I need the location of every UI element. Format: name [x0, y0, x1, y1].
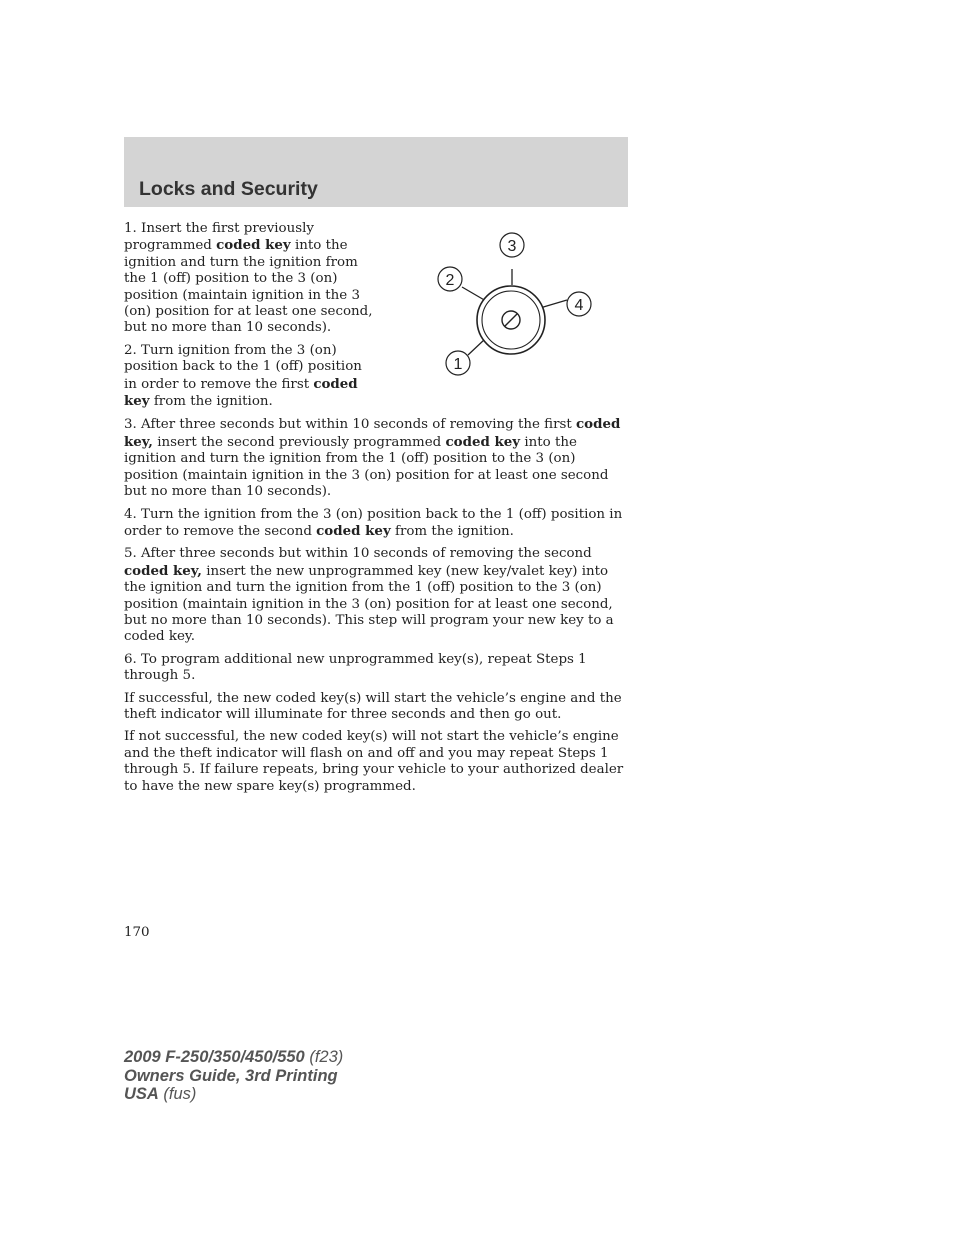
text-run: 6. To program additional new unprogrammed key(s), repeat Steps 1 through 5.	[124, 651, 587, 684]
text-run: into the ignition and turn the ignition from the 1 (off) position to the 3 (on) position (maintain ignition in the 3 (on) position for at least one second but no more than 10 seconds).	[124, 434, 609, 500]
position-1-label: 1	[453, 356, 463, 373]
failure-paragraph	[124, 729, 630, 795]
text-run: If successful, the new coded key(s) will start the vehicle’s engine and the theft indicator will illuminate for three seconds and then go out.	[124, 690, 622, 722]
bold-term: coded key	[124, 375, 358, 410]
footer-region-code: (fus)	[158, 1085, 197, 1103]
text-run: insert the second previously programmed	[152, 434, 446, 450]
success-paragraph	[124, 691, 630, 724]
bold-term: coded key	[216, 237, 291, 254]
pointer-line-2	[462, 287, 486, 301]
position-3-label: 3	[507, 238, 517, 255]
bold-term: coded key,	[124, 416, 621, 450]
step-3	[124, 416, 630, 500]
step-6	[124, 652, 630, 685]
step-4	[124, 507, 630, 541]
footer-model-code: (f23)	[304, 1048, 344, 1066]
section-title: Locks and Security	[139, 178, 318, 200]
text-run: 4. Turn the ignition from the 3 (on) position back to the 1 (off) position in order to remove the second	[124, 506, 623, 539]
footer-line-2	[124, 1067, 343, 1086]
document-footer	[124, 1048, 343, 1104]
footer-model: 2009 F-250/350/450/550	[124, 1048, 305, 1066]
page-number: 170	[124, 925, 150, 940]
text-run: 3. After three seconds but within 10 seconds of removing the first	[124, 417, 576, 433]
step-2	[124, 343, 376, 411]
footer-line-1	[124, 1048, 343, 1067]
bold-term: coded key	[316, 522, 391, 539]
footer-region: USA	[124, 1085, 159, 1103]
text-run: into the ignition and turn the ignition from the 1 (off) position to the 3 (on) position (maintain ignition in the 3 (on) position for at least one second, but no more than 10 seconds).	[124, 238, 373, 336]
footer-printing: Owners Guide, 3rd Printing	[124, 1066, 338, 1085]
text-run: If not successful, the new coded key(s) will not start the vehicle’s engine and the theft indicator will flash on and off and you may repeat Steps 1 through 5. If failure repeats, bring your vehicle to your authorized dealer to have the new spare key(s) programmed.	[124, 729, 624, 794]
step-5	[124, 546, 630, 645]
text-run: from the ignition.	[149, 394, 273, 410]
bold-term: coded key,	[124, 562, 202, 579]
position-2-label: 2	[445, 272, 455, 289]
section-header-band	[124, 137, 628, 207]
text-run: from the ignition.	[390, 523, 514, 539]
bold-term: coded key	[445, 433, 521, 450]
text-run: 2. Turn ignition from the 3 (on) position back to the 1 (off) position in order to remove the first	[124, 342, 362, 392]
pointer-line-4	[540, 300, 567, 308]
pointer-line-1	[468, 339, 485, 355]
position-4-label: 4	[574, 297, 584, 314]
footer-line-3	[124, 1085, 343, 1104]
text-run: 5. After three seconds but within 10 seconds of removing the second	[124, 546, 592, 562]
step-1	[124, 221, 376, 337]
text-run: 1. Insert the first previously programmed	[124, 221, 314, 254]
text-run: insert the new unprogrammed key (new key/valet key) into the ignition and turn the ignition from the 1 (off) position to the 3 (on) position (maintain ignition in the 3 (on) position for at least one second, but no more than 10 seconds). This step will program your new key to a coded key.	[124, 563, 614, 645]
ignition-positions-diagram	[430, 226, 600, 386]
